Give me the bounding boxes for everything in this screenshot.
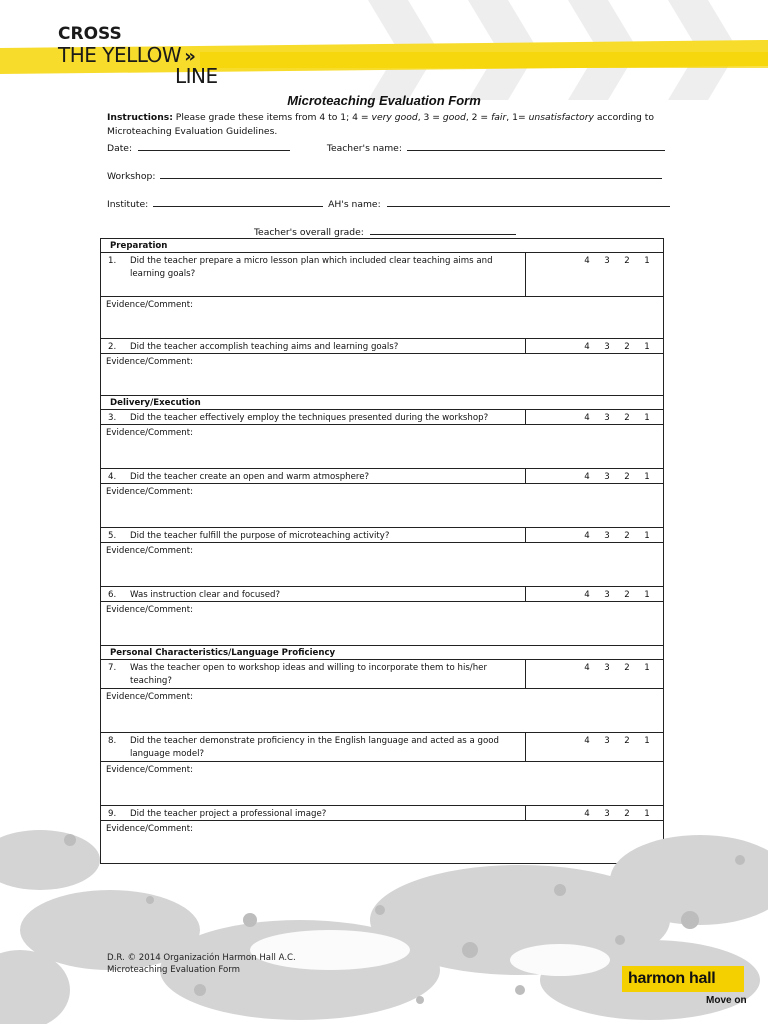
rating-option[interactable]: 3 (604, 413, 610, 423)
rating-option[interactable]: 3 (604, 531, 610, 541)
logo-line2: THE YELLOW » (58, 43, 192, 67)
evidence-comment-label: Evidence/Comment: (106, 487, 193, 497)
evidence-comment-label: Evidence/Comment: (106, 765, 193, 775)
evidence-comment-label: Evidence/Comment: (106, 428, 193, 438)
question-text: Did the teacher create an open and warm atmosphere? (130, 472, 370, 482)
scale-good: good (442, 112, 466, 123)
rating-option[interactable]: 2 (624, 472, 630, 482)
ahs-name-field[interactable] (387, 198, 670, 207)
section-heading: Preparation (101, 239, 663, 253)
question-text: Did the teacher demonstrate proficiency in the English language and acted as a good language model? (130, 736, 499, 759)
question-text: Was instruction clear and focused? (130, 590, 281, 600)
question-text: Did the teacher accomplish teaching aims and learning goals? (130, 342, 399, 352)
instructions (107, 111, 663, 139)
evidence-comment-field[interactable] (101, 484, 663, 528)
rating-option[interactable]: 4 (584, 472, 590, 482)
question-number: 4. (108, 472, 117, 482)
instructions-sep: , 1= (506, 112, 529, 123)
question-row (101, 339, 663, 354)
question-row (101, 660, 663, 689)
rating-option[interactable]: 2 (624, 413, 630, 423)
scale-unsatisfactory: unsatisfactory (528, 112, 594, 123)
footer-form-name: Microteaching Evaluation Form (107, 965, 240, 975)
workshop-label: Workshop: (107, 171, 156, 182)
logo-line1: CROSS (58, 24, 122, 44)
question-number: 7. (108, 663, 117, 673)
section-heading: Personal Characteristics/Language Proficiency (101, 646, 663, 660)
evidence-comment-field[interactable] (101, 689, 663, 733)
question-number: 1. (108, 256, 117, 266)
question-text-cell (101, 253, 526, 296)
question-number: 5. (108, 531, 117, 541)
cross-the-yellow-line-logo (58, 26, 218, 86)
rating-scale (526, 528, 663, 542)
rating-scale (526, 339, 663, 353)
question-text-cell (101, 410, 526, 424)
workshop-field[interactable] (160, 170, 662, 179)
institute-label: Institute: (107, 199, 149, 210)
instructions-label: Instructions: (107, 112, 173, 123)
question-text-cell (101, 469, 526, 483)
evidence-comment-label: Evidence/Comment: (106, 300, 193, 310)
scale-very-good: very good (371, 112, 418, 123)
question-number: 9. (108, 809, 117, 819)
rating-option[interactable]: 2 (624, 590, 630, 600)
rating-option[interactable]: 1 (644, 663, 650, 673)
rating-scale (526, 733, 663, 761)
question-row (101, 469, 663, 484)
teachers-name-label: Teacher's name: (326, 143, 402, 154)
question-number: 2. (108, 342, 117, 352)
question-text: Was the teacher open to workshop ideas and willing to incorporate them to his/her teaching? (130, 663, 487, 686)
rating-option[interactable]: 1 (644, 342, 650, 352)
rating-scale (526, 660, 663, 688)
institute-ah-row (107, 198, 670, 210)
date-label: Date: (107, 143, 133, 154)
rating-option[interactable]: 4 (584, 809, 590, 819)
logo-line3: LINE (175, 64, 218, 88)
evidence-comment-label: Evidence/Comment: (106, 824, 193, 834)
rating-option[interactable]: 3 (604, 472, 610, 482)
rating-option[interactable]: 1 (644, 413, 650, 423)
footer (107, 952, 296, 976)
question-text: Did the teacher project a professional image? (130, 809, 327, 819)
instructions-sep: , 3 = (417, 112, 443, 123)
ahs-name-label: AH's name: (328, 199, 381, 210)
evidence-comment-label: Evidence/Comment: (106, 546, 193, 556)
evidence-comment-field[interactable] (101, 543, 663, 587)
evidence-comment-label: Evidence/Comment: (106, 605, 193, 615)
question-row (101, 253, 663, 297)
rating-option[interactable]: 4 (584, 590, 590, 600)
rating-option[interactable]: 1 (644, 590, 650, 600)
question-row (101, 587, 663, 602)
rating-option[interactable]: 4 (584, 342, 590, 352)
rating-option[interactable]: 1 (644, 472, 650, 482)
question-text-cell (101, 587, 526, 601)
instructions-sep: , 2 = (465, 112, 492, 123)
rating-option[interactable]: 3 (604, 736, 610, 746)
rating-option[interactable]: 4 (584, 736, 590, 746)
rating-option[interactable]: 2 (624, 809, 630, 819)
section-heading: Delivery/Execution (101, 396, 663, 410)
rating-option[interactable]: 3 (604, 256, 610, 266)
question-text: Did the teacher prepare a micro lesson plan which included clear teaching aims and learning goals? (130, 256, 493, 279)
question-number: 6. (108, 590, 117, 600)
rating-option[interactable]: 2 (624, 736, 630, 746)
page-title: Microteaching Evaluation Form (287, 93, 481, 108)
instructions-text: Please grade these items from 4 to 1; 4 = (172, 112, 372, 123)
question-number: 8. (108, 736, 117, 746)
rating-scale (526, 469, 663, 483)
rating-scale (526, 253, 663, 296)
question-text-cell (101, 339, 526, 353)
rating-option[interactable]: 4 (584, 256, 590, 266)
evidence-comment-field[interactable] (101, 425, 663, 469)
evaluation-table (100, 238, 664, 864)
overall-grade-label: Teacher's overall grade: (254, 227, 364, 238)
question-number: 3. (108, 413, 117, 423)
question-text-cell (101, 528, 526, 542)
instructions-text: according to Microteaching Evaluation Guidelines. (107, 112, 655, 137)
question-row (101, 528, 663, 543)
date-field[interactable] (138, 142, 290, 151)
overall-grade-field[interactable] (370, 226, 516, 235)
rating-option[interactable]: 4 (584, 663, 590, 673)
rating-scale (526, 587, 663, 601)
rating-option[interactable]: 1 (644, 531, 650, 541)
evidence-comment-field[interactable] (101, 297, 663, 339)
question-text: Did the teacher fulfill the purpose of microteaching activity? (130, 531, 390, 541)
footer-copyright: D.R. © 2014 Organización Harmon Hall A.C. (107, 953, 296, 963)
rating-option[interactable]: 1 (644, 736, 650, 746)
evidence-comment-label: Evidence/Comment: (106, 692, 193, 702)
rating-option[interactable]: 1 (644, 809, 650, 819)
rating-option[interactable]: 1 (644, 256, 650, 266)
question-text: Did the teacher effectively employ the techniques presented during the workshop? (130, 413, 489, 423)
brand-name: harmon hall (628, 970, 716, 987)
evidence-comment-field[interactable] (101, 602, 663, 646)
evidence-comment-field[interactable] (101, 354, 663, 396)
question-text-cell (101, 660, 526, 688)
double-chevron-icon: » (184, 46, 192, 67)
rating-option[interactable]: 4 (584, 413, 590, 423)
date-teacher-row (107, 142, 665, 154)
question-text-cell (101, 733, 526, 761)
rating-option[interactable]: 2 (624, 663, 630, 673)
question-row (101, 733, 663, 762)
question-row (101, 410, 663, 425)
evidence-comment-label: Evidence/Comment: (106, 357, 193, 367)
rating-option[interactable]: 4 (584, 531, 590, 541)
scale-fair: fair (491, 112, 507, 123)
overall-grade-row (254, 226, 516, 238)
rating-option[interactable]: 3 (604, 342, 610, 352)
workshop-row (107, 170, 662, 182)
teachers-name-field[interactable] (407, 142, 665, 151)
rating-option[interactable]: 2 (624, 256, 630, 266)
yellow-stripe-overlay (200, 52, 768, 68)
institute-field[interactable] (153, 198, 323, 207)
brand-tagline: Move on (706, 995, 747, 1006)
rating-scale (526, 410, 663, 424)
rating-option[interactable]: 3 (604, 590, 610, 600)
rating-option[interactable]: 2 (624, 531, 630, 541)
rating-option[interactable]: 2 (624, 342, 630, 352)
rating-option[interactable]: 3 (604, 809, 610, 819)
rating-option[interactable]: 3 (604, 663, 610, 673)
